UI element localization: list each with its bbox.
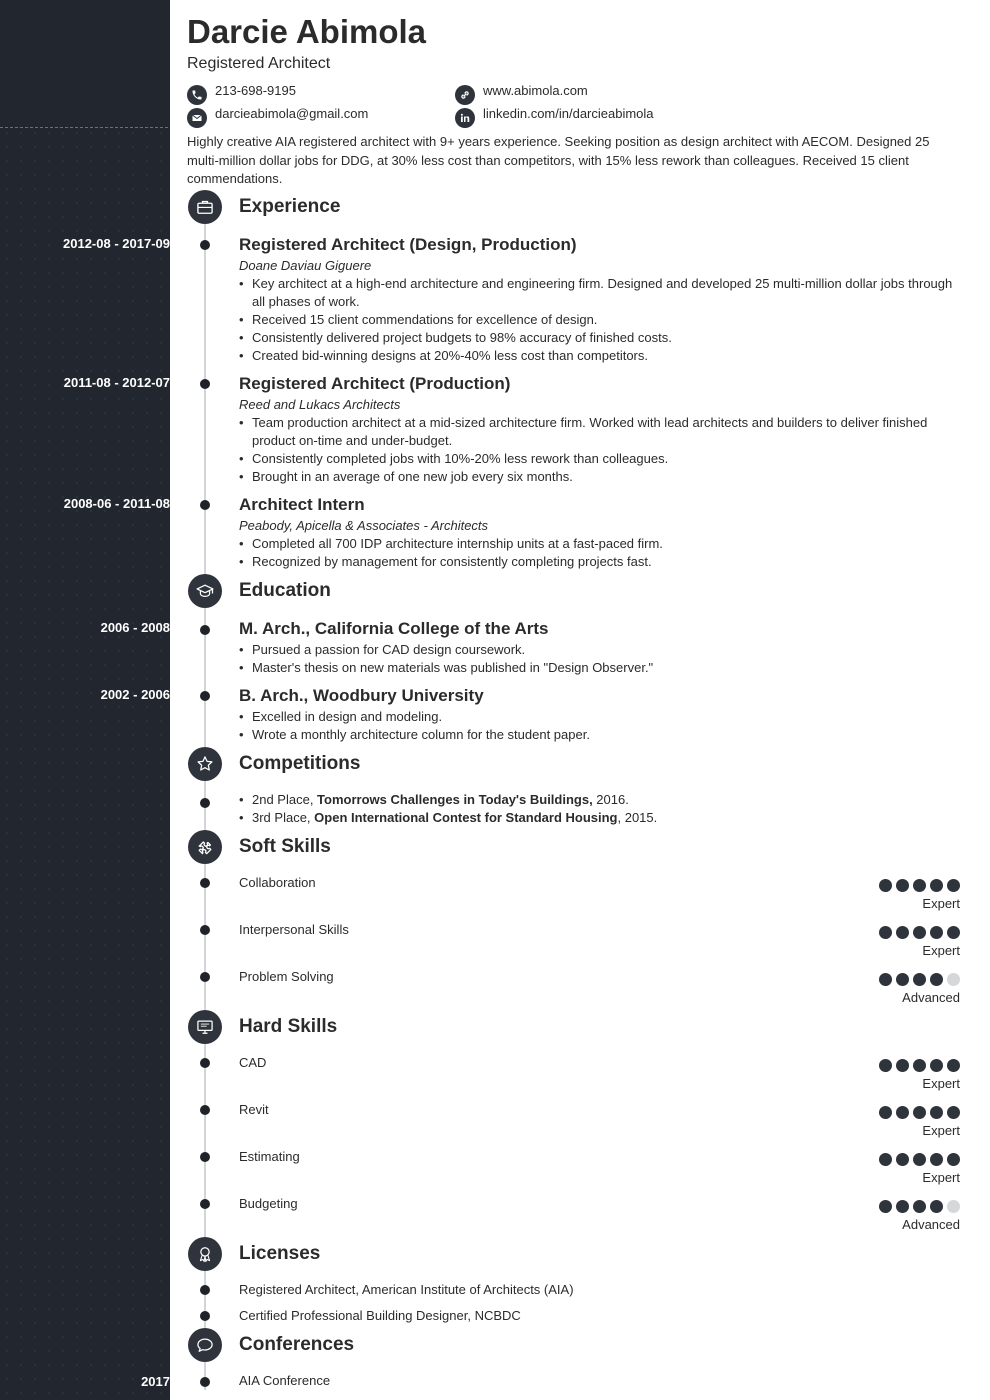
rating-dot-filled	[930, 926, 943, 939]
rating-dot-filled	[947, 1059, 960, 1072]
job-bullets-1	[239, 275, 959, 365]
sidebar	[0, 0, 170, 1400]
rating-dot-filled	[913, 1059, 926, 1072]
list-item: • Consistently completed jobs with 10%-20% less rework than colleagues.	[239, 450, 959, 468]
rating-dot-filled	[947, 1106, 960, 1119]
license-item: Registered Architect, American Institute of Architects (AIA)	[239, 1282, 574, 1297]
timeline-dot	[200, 878, 210, 888]
conference-date-1: 2017	[141, 1374, 170, 1389]
rating-dot-filled	[896, 926, 909, 939]
skill-rating	[879, 879, 960, 892]
rating-dot-filled	[896, 1059, 909, 1072]
conference-item: AIA Conference	[239, 1373, 331, 1388]
job-title-2: Registered Architect (Production)	[239, 374, 511, 393]
monitor-icon	[188, 1010, 222, 1044]
timeline-dot	[200, 1285, 210, 1295]
timeline-dot	[200, 1152, 210, 1162]
education-heading: Education	[239, 580, 331, 601]
timeline-dot	[200, 798, 210, 808]
timeline-dot	[200, 240, 210, 250]
skill-level: Advanced	[902, 990, 960, 1005]
skill-name: Problem Solving	[239, 969, 334, 984]
website-text[interactable]: www.abimola.com	[483, 83, 588, 98]
list-item: • Created bid-winning designs at 20%-40% less cost than competitors.	[239, 347, 959, 365]
rating-dot-filled	[913, 1106, 926, 1119]
linkedin-icon	[455, 108, 475, 128]
rating-dot-filled	[947, 879, 960, 892]
rating-dot-filled	[879, 1200, 892, 1213]
degree-title-1: M. Arch., California College of the Arts	[239, 619, 549, 638]
skill-level: Expert	[922, 1123, 960, 1138]
competition-place: 3rd Place,	[252, 810, 315, 825]
rating-dot-filled	[930, 1106, 943, 1119]
skill-rating	[879, 1200, 960, 1213]
rating-dot-filled	[896, 1153, 909, 1166]
timeline-dot	[200, 925, 210, 935]
skill-level: Expert	[922, 1076, 960, 1091]
company-3: Peabody, Apicella & Associates - Architects	[239, 518, 489, 533]
rating-dot-filled	[879, 973, 892, 986]
rating-dot-filled	[879, 926, 892, 939]
timeline-dot	[200, 625, 210, 635]
education-date-1: 2006 - 2008	[100, 620, 170, 635]
timeline-dot	[200, 500, 210, 510]
list-item: • Completed all 700 IDP architecture internship units at a fast-paced firm.	[239, 535, 959, 553]
list-item: • Key architect at a high-end architecture and engineering firm. Designed and developed 25 multi-million dollar jobs through all phases of work.	[239, 275, 959, 311]
summary-paragraph: Highly creative AIA registered architect with 9+ years experience. Seeking position as design architect with AECOM. Designed 25 multi-million dollar jobs for DDG, at 30% less cost than competitors, with 15% less rework than colleagues. Received 15 client commendations.	[187, 134, 930, 186]
list-item: • Pursued a passion for CAD design coursework.	[239, 641, 959, 659]
list-item	[239, 809, 959, 827]
sidebar-header-block	[0, 0, 170, 128]
skill-rating	[879, 926, 960, 939]
phone-text[interactable]: 213-698-9195	[215, 83, 296, 98]
competition-name: Tomorrows Challenges in Today's Buildings,	[317, 792, 593, 807]
list-item: • Received 15 client commendations for excellence of design.	[239, 311, 959, 329]
competitions-heading: Competitions	[239, 753, 361, 774]
experience-date-1: 2012-08 - 2017-09	[63, 236, 170, 251]
skill-rating	[879, 1059, 960, 1072]
rating-dot-filled	[930, 1059, 943, 1072]
link-icon	[455, 85, 475, 105]
rating-dot-filled	[913, 1153, 926, 1166]
job-bullets-3	[239, 535, 959, 571]
skill-rating	[879, 1106, 960, 1119]
timeline-dot	[200, 1311, 210, 1321]
rating-dot-filled	[947, 926, 960, 939]
rating-dot-filled	[896, 1106, 909, 1119]
star-icon	[188, 747, 222, 781]
rating-dot-filled	[913, 1200, 926, 1213]
list-item: • Team production architect at a mid-sized architecture firm. Worked with lead architects and builders to deliver finished product on-time and under-budget.	[239, 414, 959, 450]
timeline-dot	[200, 1105, 210, 1115]
competition-name: Open International Contest for Standard Housing	[314, 810, 618, 825]
timeline-dot	[200, 691, 210, 701]
list-item: • Master's thesis on new materials was published in "Design Observer."	[239, 659, 959, 677]
license-item: Certified Professional Building Designer, NCBDC	[239, 1308, 521, 1323]
experience-heading: Experience	[239, 196, 341, 217]
list-item: • Recognized by management for consistently completing projects fast.	[239, 553, 959, 571]
rating-dot-empty	[947, 973, 960, 986]
email-text[interactable]: darcieabimola@gmail.com	[215, 106, 369, 121]
timeline-dot	[200, 379, 210, 389]
rating-dot-filled	[930, 879, 943, 892]
skill-name: CAD	[239, 1055, 267, 1070]
skill-level: Advanced	[902, 1217, 960, 1232]
degree-bullets-1	[239, 641, 959, 677]
competitions-list	[239, 791, 959, 827]
skill-rating	[879, 1153, 960, 1166]
rating-dot-filled	[879, 879, 892, 892]
candidate-title: Registered Architect	[187, 55, 331, 72]
rating-dot-filled	[896, 1200, 909, 1213]
skill-rating	[879, 973, 960, 986]
list-item: • Excelled in design and modeling.	[239, 708, 959, 726]
job-title-3: Architect Intern	[239, 495, 365, 514]
skill-name: Budgeting	[239, 1196, 298, 1211]
rating-dot-filled	[930, 1200, 943, 1213]
timeline-dot	[200, 972, 210, 982]
sidebar-divider	[0, 127, 168, 128]
rating-dot-empty	[947, 1200, 960, 1213]
puzzle-icon	[188, 830, 222, 864]
skill-level: Expert	[922, 1170, 960, 1185]
rating-dot-filled	[913, 973, 926, 986]
company-2: Reed and Lukacs Architects	[239, 397, 401, 412]
hard-skills-heading: Hard Skills	[239, 1016, 338, 1037]
candidate-name: Darcie Abimola	[187, 13, 427, 50]
email-icon	[187, 108, 207, 128]
competition-year: , 2015.	[617, 810, 658, 825]
skill-name: Estimating	[239, 1149, 300, 1164]
experience-date-3: 2008-06 - 2011-08	[63, 496, 170, 511]
rating-dot-filled	[947, 1153, 960, 1166]
list-item	[239, 791, 959, 809]
rating-dot-filled	[896, 879, 909, 892]
job-bullets-2	[239, 414, 959, 486]
rating-dot-filled	[879, 1153, 892, 1166]
rating-dot-filled	[879, 1059, 892, 1072]
rating-dot-filled	[879, 1106, 892, 1119]
competition-year: 2016.	[592, 792, 629, 807]
timeline-dot	[200, 1377, 210, 1387]
rating-dot-filled	[913, 926, 926, 939]
degree-bullets-2	[239, 708, 959, 744]
job-title-1: Registered Architect (Design, Production)	[239, 235, 577, 254]
phone-icon	[187, 85, 207, 105]
skill-name: Revit	[239, 1102, 269, 1117]
company-1: Doane Daviau Giguere	[239, 258, 372, 273]
skill-level: Expert	[922, 896, 960, 911]
skill-name: Collaboration	[239, 875, 316, 890]
rating-dot-filled	[913, 879, 926, 892]
education-date-2: 2002 - 2006	[100, 687, 170, 702]
conferences-heading: Conferences	[239, 1334, 355, 1355]
graduation-cap-icon	[188, 574, 222, 608]
timeline-dot	[200, 1199, 210, 1209]
soft-skills-heading: Soft Skills	[239, 836, 331, 857]
degree-title-2: B. Arch., Woodbury University	[239, 686, 484, 705]
rating-dot-filled	[930, 973, 943, 986]
competition-place: 2nd Place,	[252, 792, 318, 807]
list-item: • Consistently delivered project budgets to 98% accuracy of finished costs.	[239, 329, 959, 347]
licenses-heading: Licenses	[239, 1243, 321, 1264]
list-item: • Brought in an average of one new job every six months.	[239, 468, 959, 486]
rating-dot-filled	[930, 1153, 943, 1166]
skill-name: Interpersonal Skills	[239, 922, 349, 937]
timeline-dot	[200, 1058, 210, 1068]
speech-bubble-icon	[188, 1328, 222, 1362]
skill-level: Expert	[922, 943, 960, 958]
experience-date-2: 2011-08 - 2012-07	[63, 375, 170, 390]
briefcase-icon	[188, 190, 222, 224]
linkedin-text[interactable]: linkedin.com/in/darcieabimola	[483, 106, 654, 121]
rating-dot-filled	[896, 973, 909, 986]
award-ribbon-icon	[188, 1237, 222, 1271]
list-item: • Wrote a monthly architecture column for the student paper.	[239, 726, 959, 744]
